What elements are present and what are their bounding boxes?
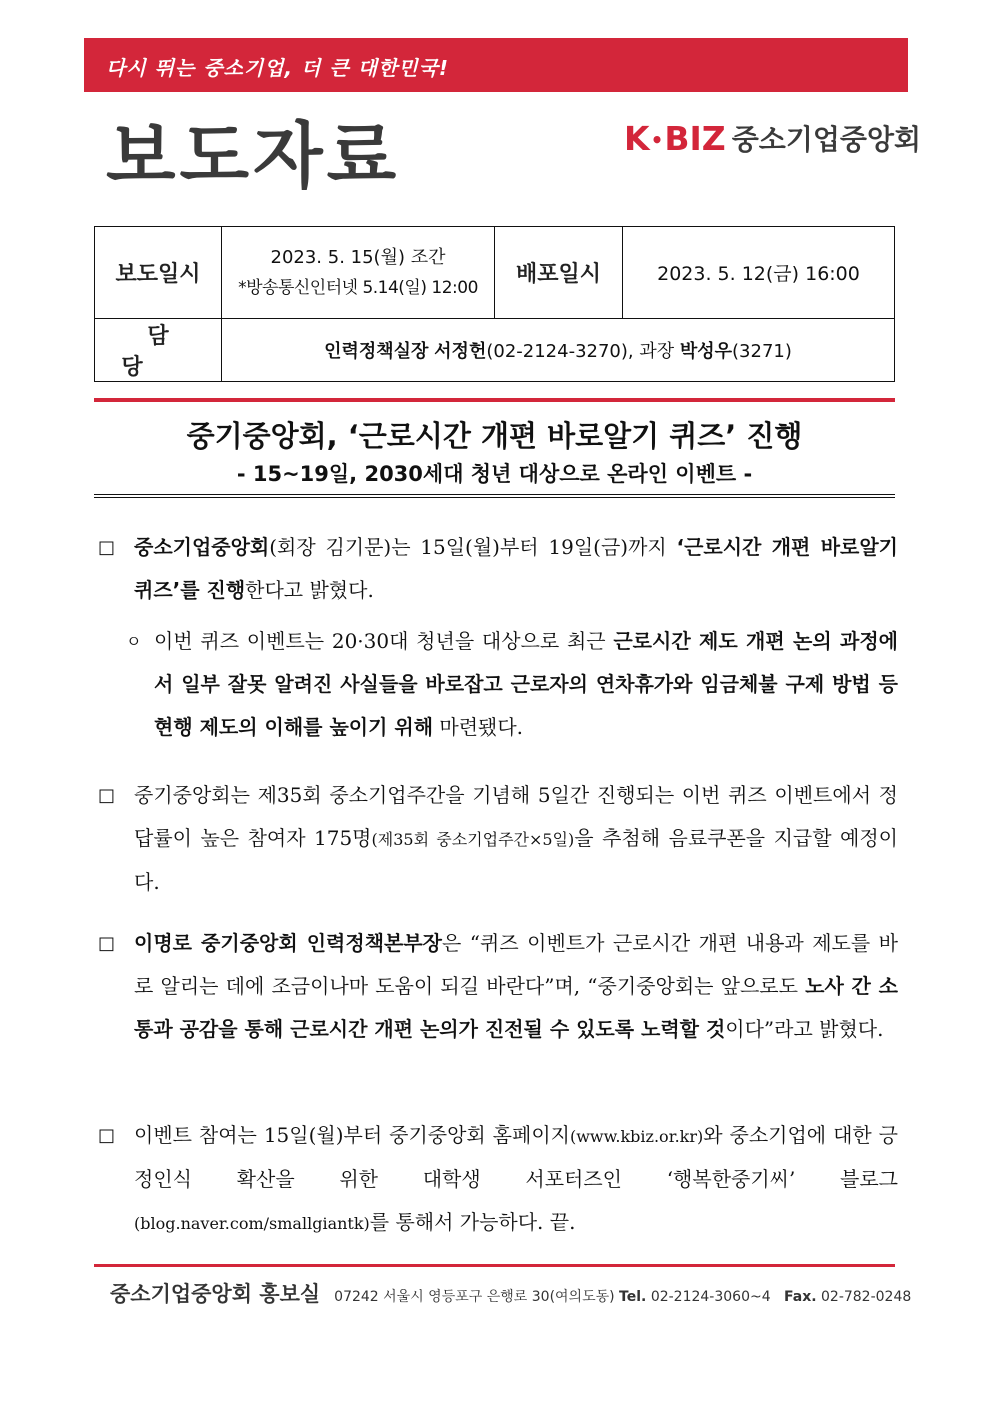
contact-label: 담 당 [95, 319, 222, 382]
contact-1-phone: (02-2124-3270), 과장 [486, 341, 675, 362]
paragraph-2: □ 중기중앙회는 제35회 중소기업주간을 기념해 5일간 진행되는 이번 퀴즈 이벤트에서 정답률이 높은 참여자 175명(제35회 중소기업주간×5일)을 추첨해 음료쿠폰을 지급할 예정이다. [96, 774, 898, 904]
square-bullet-icon: □ [98, 537, 116, 558]
release-date: 2023. 5. 15(월) 조간 [270, 246, 446, 268]
kbiz-logo [624, 118, 921, 158]
kbiz-logo-mark: K•BIZ [624, 118, 726, 158]
subheadline: - 15~19일, 2030세대 청년 대상으로 온라인 이벤트 - [236, 462, 753, 486]
footer-rule [94, 1264, 895, 1267]
headline-bottom-rule [94, 494, 895, 498]
paragraph-1: □ 중소기업중앙회(회장 김기문)는 15일(월)부터 19일(금)까지 ‘근로시간 개편 바로알기 퀴즈’를 진행한다고 밝혔다. ㅇ 이번 퀴즈 이벤트는 20·30대 청년을 대상으로 최근 근로시간 제도 개편 논의 과정에서 일부 잘못 알려진 사실들을 바로잡고 근로자의 연차휴가와 임금체불 구제 방법 등 현행 제도의 이해를 높이기 위해 마련됐다. [96, 526, 898, 749]
contact-info [222, 319, 895, 382]
paragraph-4: □ 이벤트 참여는 15일(월)부터 중기중앙회 홈페이지(www.kbiz.or.kr)와 중소기업에 대한 긍정인식 확산을 위한 대학생 서포터즈인 ‘행복한중기씨’ 블로그(blog.naver.com/smallgiantk)를 통해서 가능하다. 끝. [96, 1114, 898, 1245]
contact-1-name: 서정헌 [434, 341, 487, 362]
square-bullet-icon: □ [98, 785, 116, 806]
page-title: 보도자료 [106, 114, 401, 198]
square-bullet-icon: □ [98, 933, 116, 954]
release-date-cell [222, 227, 495, 319]
footer-org: 중소기업중앙회 홍보실 [110, 1282, 321, 1306]
slogan-text: 다시 뛰는 중소기업, 더 큰 대한민국! [106, 56, 450, 80]
release-date-label: 보도일시 [95, 227, 222, 319]
headline-top-rule [94, 398, 895, 402]
paragraph-1-sub: ㅇ 이번 퀴즈 이벤트는 20·30대 청년을 대상으로 최근 근로시간 제도 개편 논의 과정에서 일부 잘못 알려진 사실들을 바로잡고 근로자의 연차휴가와 임금체불 구제 방법 등 현행 제도의 이해를 높이기 위해 마련됐다. [96, 620, 898, 749]
contact-1-title: 인력정책실장 [324, 341, 429, 362]
kbiz-logo-name: 중소기업중앙회 [731, 123, 922, 156]
footer-address: 07242 서울시 영등포구 은행로 30(여의도동) Tel. 02-2124-3060~4 Fax. 02-782-0248 [334, 1289, 912, 1305]
headline: 중기중앙회, ‘근로시간 개편 바로알기 퀴즈’ 진행 [186, 419, 803, 453]
footer [110, 1278, 911, 1308]
contact-2-phone: (3271) [732, 341, 792, 362]
circle-bullet-icon: ㅇ [126, 632, 142, 651]
release-broadcast-time: *방송통신인터넷 5.14(일) 12:00 [238, 277, 478, 298]
distribution-date: 2023. 5. 12(금) 16:00 [623, 227, 895, 319]
contact-2-name: 박성우 [679, 341, 733, 362]
release-info-table [94, 226, 895, 382]
paragraph-3: □ 이명로 중기중앙회 인력정책본부장은 “퀴즈 이벤트가 근로시간 개편 내용과 제도를 바로 알리는 데에 조금이나마 도움이 되길 바란다”며, “중기중앙회는 앞으로도 노사 간 소통과 공감을 통해 근로시간 개편 논의가 진전될 수 있도록 노력할 것이다”라고 밝혔다. [96, 922, 898, 1051]
square-bullet-icon: □ [98, 1125, 116, 1146]
distribution-date-label: 배포일시 [495, 227, 623, 319]
slogan-banner [84, 38, 908, 92]
